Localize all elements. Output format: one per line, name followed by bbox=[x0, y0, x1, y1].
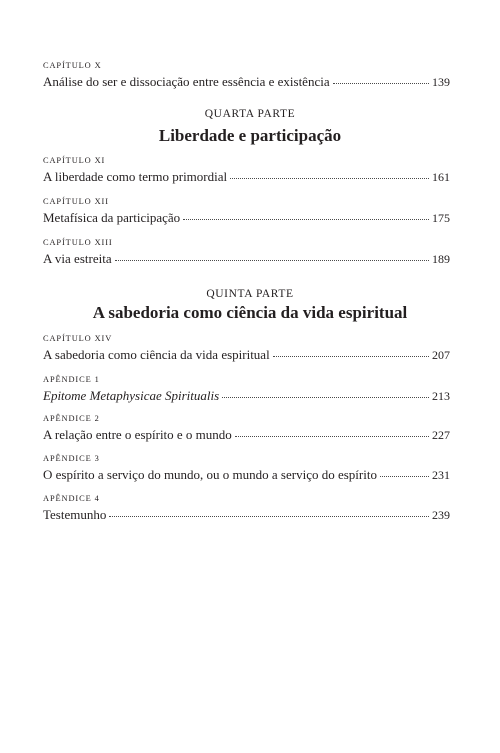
appendix-title: Testemunho bbox=[43, 507, 107, 522]
appendix-title: O espírito a serviço do mundo, ou o mundo a serviço do espírito bbox=[43, 467, 377, 482]
chapter-label: CAPÍTULO XI bbox=[43, 156, 106, 165]
toc-line bbox=[43, 467, 450, 483]
part-title-fourth: Liberdade e participação bbox=[158, 126, 342, 145]
appendix-title: A relação entre o espírito e o mundo bbox=[43, 427, 232, 442]
page-number: 175 bbox=[432, 211, 450, 225]
chapter-label: CAPÍTULO XIII bbox=[43, 238, 113, 247]
dot-leader bbox=[333, 83, 429, 84]
toc-line bbox=[43, 74, 450, 90]
toc-entry-chapter-12 bbox=[43, 197, 450, 226]
page-number: 231 bbox=[432, 468, 450, 482]
part-label-fourth: QUARTA PARTE bbox=[204, 108, 296, 120]
toc-entry-chapter-14 bbox=[43, 334, 450, 363]
toc-entry-chapter-13 bbox=[43, 238, 450, 267]
toc-entry-appendix-4 bbox=[43, 494, 450, 523]
page-number: 207 bbox=[432, 348, 450, 362]
toc-entry-appendix-1 bbox=[43, 375, 450, 404]
chapter-title: A liberdade como termo primordial bbox=[43, 169, 228, 184]
dot-leader bbox=[183, 219, 429, 220]
toc-line bbox=[43, 507, 450, 523]
dot-leader bbox=[109, 516, 429, 517]
dot-leader bbox=[235, 436, 429, 437]
appendix-label: APÊNDICE 4 bbox=[43, 494, 100, 503]
dot-leader bbox=[380, 476, 429, 477]
page-number: 213 bbox=[432, 389, 450, 403]
dot-leader bbox=[222, 397, 429, 398]
chapter-label: CAPÍTULO XIV bbox=[43, 334, 113, 343]
chapter-label: CAPÍTULO XII bbox=[43, 197, 109, 206]
chapter-label: CAPÍTULO X bbox=[43, 61, 102, 70]
toc-line bbox=[43, 427, 450, 443]
page-number: 239 bbox=[432, 508, 450, 522]
page-number: 227 bbox=[432, 428, 450, 442]
appendix-label: APÊNDICE 2 bbox=[43, 414, 100, 423]
appendix-title: Epitome Metaphysicae Spiritualis bbox=[43, 388, 220, 403]
page-number: 139 bbox=[432, 75, 450, 89]
part-title-fifth: A sabedoria como ciência da vida espiritual bbox=[92, 303, 408, 322]
toc-entry-chapter-10 bbox=[43, 61, 450, 90]
dot-leader bbox=[230, 178, 429, 179]
part-label-fifth: QUINTA PARTE bbox=[206, 288, 294, 300]
toc-entry-chapter-11 bbox=[43, 156, 450, 185]
toc-entry-appendix-2 bbox=[43, 414, 450, 443]
appendix-label: APÊNDICE 1 bbox=[43, 375, 100, 384]
toc-line bbox=[43, 347, 450, 363]
chapter-title: Análise do ser e dissociação entre essência e existência bbox=[43, 74, 330, 89]
chapter-title: Metafísica da participação bbox=[43, 210, 181, 225]
toc-line bbox=[43, 169, 450, 185]
toc-line bbox=[43, 251, 450, 267]
toc-entry-appendix-3 bbox=[43, 454, 450, 483]
chapter-title: A via estreita bbox=[43, 251, 112, 266]
toc-line bbox=[43, 210, 450, 226]
appendix-label: APÊNDICE 3 bbox=[43, 454, 100, 463]
dot-leader bbox=[115, 260, 429, 261]
dot-leader bbox=[273, 356, 429, 357]
page-number: 189 bbox=[432, 252, 450, 266]
page-number: 161 bbox=[432, 170, 450, 184]
toc-line bbox=[43, 388, 450, 404]
chapter-title: A sabedoria como ciência da vida espiritual bbox=[43, 347, 270, 362]
